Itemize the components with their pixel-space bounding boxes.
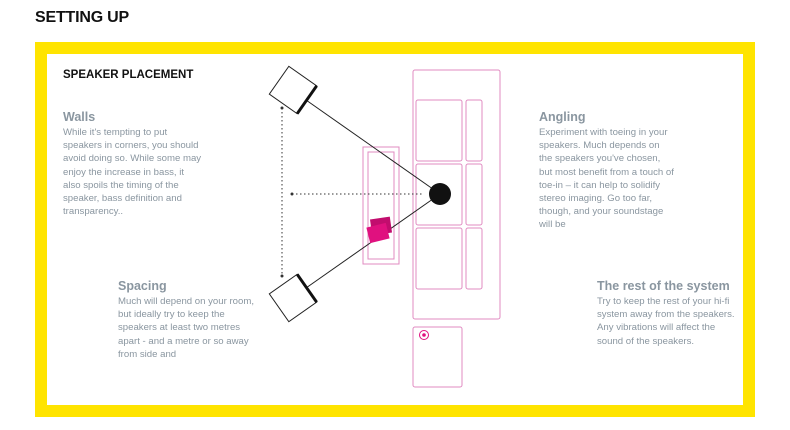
walls-body: While it's tempting to put speakers in corners, you should avoid doing so. While some may enjoy the increase in bass, it also spoils the timing of the speaker, bass definition and transparency..	[63, 127, 202, 218]
rest-of-system-body: Try to keep the rest of your hi-fi system away from the speakers. Any vibrations will affect the sound of the speakers.	[597, 296, 735, 347]
page-title: SETTING UP	[35, 9, 130, 26]
measure-endpoint	[281, 275, 284, 278]
measure-endpoint	[281, 107, 284, 110]
section-title: SPEAKER PLACEMENT	[63, 69, 194, 81]
walls-block	[63, 110, 203, 218]
listener-icon	[429, 183, 451, 205]
angling-heading: Angling	[539, 110, 586, 124]
rest-of-system-heading: The rest of the system	[597, 279, 730, 293]
rest-of-system-block	[597, 279, 737, 348]
walls-heading: Walls	[63, 110, 96, 124]
angling-body: Experiment with toeing in your speakers. Much depends on the speakers you've chosen, but most benefit from a touch of toe-in – it can help to solidify stereo imaging. Go too far, though, and your soundstage will be	[539, 127, 674, 231]
turntable-icon	[413, 327, 462, 387]
angling-block	[539, 110, 674, 232]
spacing-body: Much will depend on your room, but ideally try to keep the speakers at least two metres apart - and a metre or so away from side and	[118, 296, 254, 360]
cushion-icon	[366, 217, 392, 243]
hifi-cabinet-icon	[413, 70, 500, 319]
spacing-heading: Spacing	[118, 279, 167, 293]
armchair-icon	[363, 147, 399, 264]
speaker-icon	[269, 274, 316, 321]
measure-endpoint	[291, 193, 294, 196]
speaker-icon	[269, 66, 316, 113]
spacing-block	[118, 279, 263, 361]
